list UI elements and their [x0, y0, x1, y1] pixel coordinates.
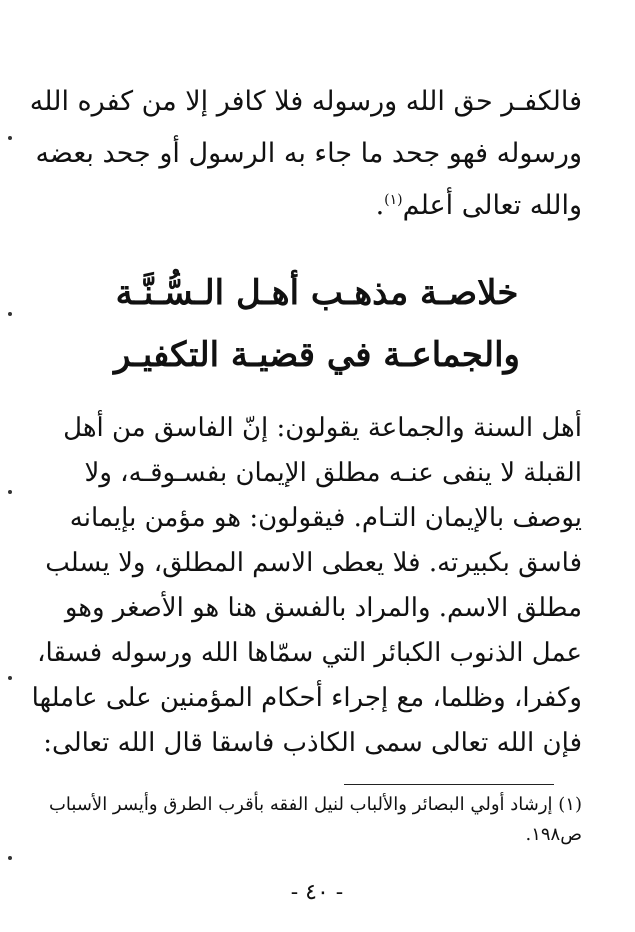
body-line: فاسق بكبيرته. فلا يعطى الاسم المطلق، ولا يسلب: [45, 548, 582, 578]
body-line: فإن الله تعالى سمى الكاذب فاسقا قال الله تعالى:: [43, 728, 582, 758]
intro-line-text: والله تعالى أعلم: [402, 190, 582, 221]
body-line: عمل الذنوب الكبائر التي سمّاها الله ورسوله فسقا،: [37, 638, 582, 668]
footnote-reference: (١): [384, 192, 403, 208]
margin-mark: [8, 676, 12, 680]
margin-mark: [8, 136, 12, 140]
margin-mark: [8, 490, 12, 494]
body-line: مطلق الاسم. والمراد بالفسق هنا هو الأصغر وهو: [64, 593, 582, 623]
body-paragraph: [31, 406, 582, 766]
intro-paragraph: [29, 76, 582, 232]
body-line: يوصف بالإيمان التـام. فيقولون: هو مؤمن بإيمانه: [69, 503, 582, 533]
margin-mark: [8, 856, 12, 860]
footnote-line: ص١٩٨.: [525, 824, 582, 845]
section-heading: [52, 262, 582, 386]
intro-line: [52, 180, 582, 232]
intro-line: فالكفـر حق الله ورسوله فلا كافر إلا من كفره الله: [29, 86, 582, 117]
footnote: [48, 790, 582, 850]
body-line: وكفرا، وظلما، مع إجراء أحكام المؤمنين على عاملها: [31, 683, 582, 713]
page-number: - ٤٠ -: [290, 880, 344, 905]
heading-line: والجماعـة في قضيـة التكفيـر: [114, 335, 520, 375]
heading-line: خلاصـة مذهـب أهـل الـسُّـنَّـة: [115, 273, 519, 313]
intro-end-punctuation: .: [375, 190, 385, 221]
intro-line: ورسوله فهو جحد ما جاء به الرسول أو جحد بعضه: [35, 138, 582, 169]
footnote-separator: [344, 784, 554, 785]
footnote-line: (١) إرشاد أولي البصائر والألباب لنيل الفقه بأقرب الطرق وأيسر الأسباب: [48, 794, 582, 815]
body-line: القبلة لا ينفى عنـه مطلق الإيمان بفسـوقـه، ولا: [84, 458, 582, 488]
body-line: أهل السنة والجماعة يقولون: إنّ الفاسق من أهل: [63, 413, 582, 443]
margin-mark: [8, 312, 12, 316]
